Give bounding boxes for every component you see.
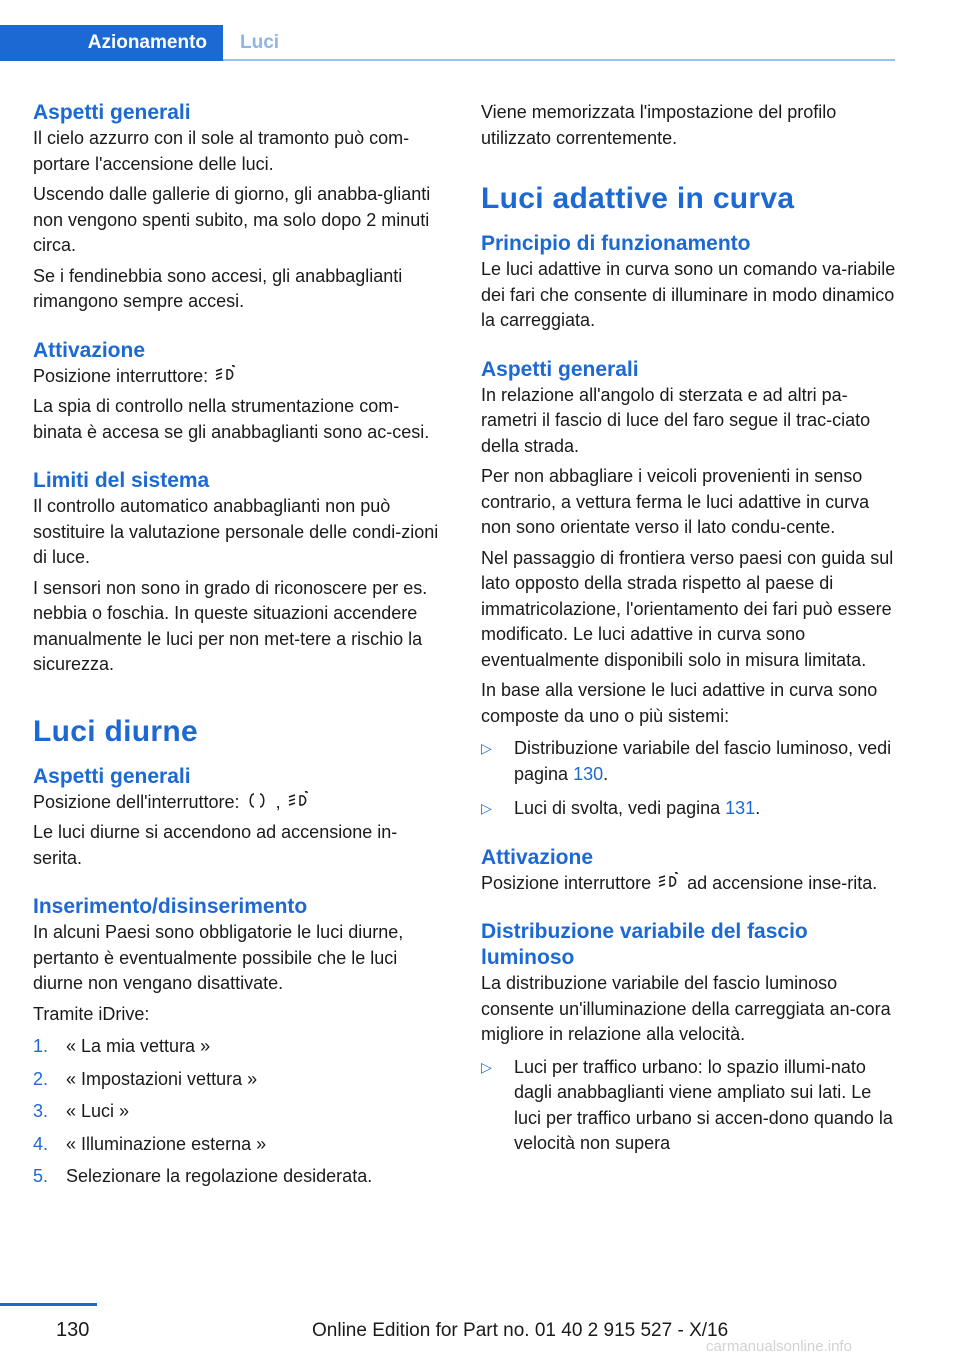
heading-aspetti-generali: Aspetti generali: [481, 357, 639, 381]
watermark: carmanualsonline.info: [706, 1338, 852, 1355]
left-column: [33, 100, 445, 1190]
heading-aspetti-generali: Aspetti generali: [33, 764, 191, 788]
heading-principio: Principio di funzionamento: [481, 232, 751, 255]
heading-aspetti-generali: Aspetti generali: [33, 101, 191, 124]
paragraph: Se i fendinebbia sono accesi, gli anabbaglianti rimangono sempre accesi.: [33, 265, 403, 311]
paragraph: Tramite iDrive:: [33, 1003, 150, 1024]
switch-position-label: Posizione interruttore:: [33, 365, 209, 386]
paragraph: Nel passaggio di frontiera verso paesi con guida sul lato opposto della strada rispetto al paese di immatricolazione, l'orientamento dei fari può essere modificato. Le luci adattive in curva sono eventualmente disponibili solo in misura limitata.: [481, 547, 894, 670]
list-item: 5. Selezionare la regolazione desiderata.: [33, 1166, 373, 1186]
paragraph: [33, 364, 445, 390]
paragraph: Per non abbagliare i veicoli provenienti in senso contrario, a vettura ferma le luci adattive in curva non sono orientate verso il lato condu-cente.: [481, 466, 870, 537]
list-item: ▷ Luci per traffico urbano: lo spazio illumi-nato dagli anabbaglianti viene ampliato sui lati. Le luci per traffico urbano si accen-dono quando la velocità non supera: [481, 1056, 893, 1153]
page-link[interactable]: 130: [573, 763, 604, 784]
heading-luci-adattive: Luci adattive in curva: [481, 182, 795, 215]
page-number: 130: [56, 1319, 90, 1341]
paragraph: Il controllo automatico anabbaglianti non può sostituire la valutazione personale delle condi-zioni di luce.: [33, 496, 439, 567]
paragraph: Uscendo dalle gallerie di giorno, gli anabba-glianti non vengono spenti subito, ma solo dopo 2 minuti circa.: [33, 184, 431, 255]
paragraph: In relazione all'angolo di sterzata e ad altri pa-rametri il fascio di luce del faro segue il trac-ciato della strada.: [481, 384, 871, 456]
separator: ,: [275, 791, 281, 812]
list-item: 3. « Luci »: [33, 1101, 130, 1121]
auto-headlight-icon: [656, 872, 682, 892]
tab-azionamento[interactable]: Azionamento: [0, 25, 223, 61]
paragraph: Le luci adattive in curva sono un comando va-riabile dei fari che consente di illuminare in modo dinamico la carreggiata.: [481, 259, 896, 330]
switch-position-label: Posizione dell'interruttore:: [33, 791, 240, 812]
list-item: ▷ Luci di svolta, vedi pagina 131.: [481, 798, 761, 818]
parking-light-icon: [245, 791, 271, 811]
heading-distribuzione: Distribuzione variabile del fascio luminoso: [481, 920, 808, 969]
footer-divider: [0, 1303, 97, 1306]
list-item: 1. « La mia vettura »: [33, 1036, 211, 1056]
distribution-list: [481, 1055, 896, 1157]
list-item: 2. « Impostazioni vettura »: [33, 1068, 258, 1089]
right-column: [481, 100, 896, 1157]
heading-attivazione: Attivazione: [33, 338, 146, 362]
auto-headlight-icon: [286, 791, 312, 811]
heading-inserimento: Inserimento/disinserimento: [33, 895, 308, 918]
paragraph: Posizione interruttore ad accensione inse-rita.: [481, 872, 878, 893]
heading-limiti-sistema: Limiti del sistema: [33, 469, 210, 492]
paragraph: I sensori non sono in grado di riconoscere per es. nebbia o foschia. In queste situazioni accendere manualmente le luci per non met-tere a rischio la sicurezza.: [33, 577, 428, 674]
header-bar: [0, 25, 895, 61]
edition-text: Online Edition for Part no. 01 40 2 915 527 - X/16: [312, 1320, 729, 1341]
list-item: 4. « Illuminazione esterna »: [33, 1133, 267, 1154]
paragraph: Le luci diurne si accendono ad accensione in-serita.: [33, 822, 398, 868]
paragraph: La spia di controllo nella strumentazione com-binata è accesa se gli anabbaglianti sono ac-cesi.: [33, 396, 430, 442]
page-link[interactable]: 131: [725, 798, 756, 818]
heading-luci-diurne: Luci diurne: [33, 714, 198, 748]
paragraph: [33, 790, 445, 816]
header-divider: [223, 59, 895, 61]
paragraph: In base alla versione le luci adattive in curva sono composte da uno o più sistemi:: [481, 680, 878, 726]
systems-list: [481, 736, 896, 822]
paragraph: Viene memorizzata l'impostazione del profilo utilizzato correntemente.: [481, 102, 837, 148]
list-item: ▷ Distribuzione variabile del fascio luminoso, vedi pagina 130.: [481, 738, 892, 784]
paragraph: La distribuzione variabile del fascio luminoso consente un'illuminazione della carreggiata an-cora migliore in relazione alla velocità.: [481, 973, 891, 1044]
paragraph: In alcuni Paesi sono obbligatorie le luci diurne, pertanto è eventualmente possibile che le luci diurne non vengano disattivate.: [33, 922, 404, 993]
tab-luci[interactable]: Luci: [240, 32, 280, 53]
auto-headlight-icon: [213, 365, 239, 385]
heading-attivazione: Attivazione: [481, 845, 594, 869]
steps-list: [33, 1034, 445, 1190]
paragraph: Il cielo azzurro con il sole al tramonto può com-portare l'accensione delle luci.: [33, 128, 410, 174]
